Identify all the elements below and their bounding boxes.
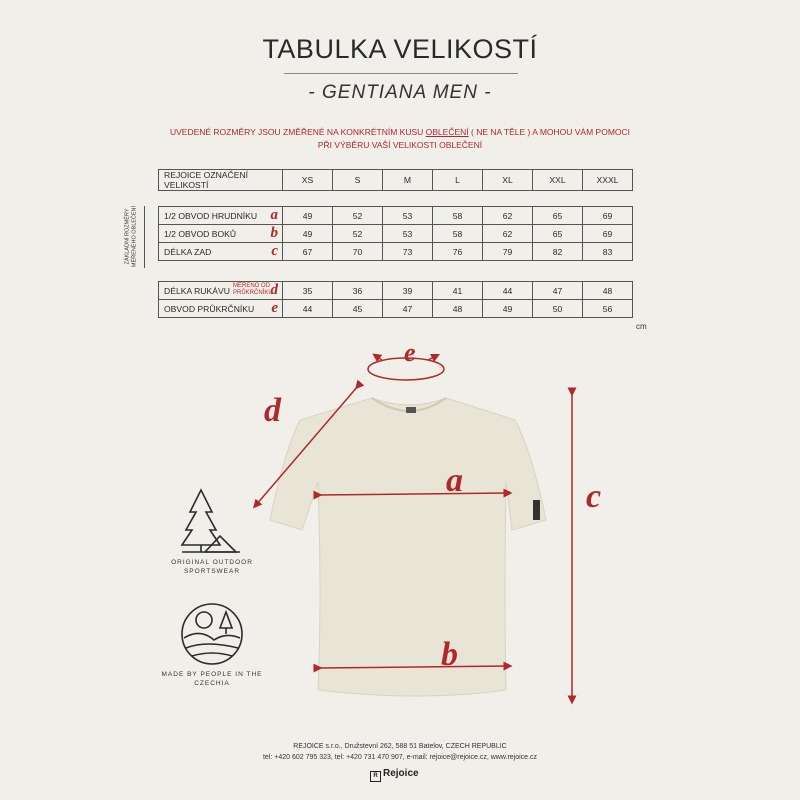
outdoor-badge-text: ORIGINAL OUTDOOR SPORTSWEAR <box>171 559 253 575</box>
cell: 44 <box>283 300 333 318</box>
page-title: TABULKA VELIKOSTÍ <box>262 34 538 64</box>
notice-line1-end: ( NE NA TĚLE ) A MOHOU VÁM POMOCI <box>468 127 631 137</box>
diagram-letter-d: d <box>264 392 281 429</box>
diagram-letter-b: b <box>441 636 458 673</box>
cell: 47 <box>383 300 433 318</box>
cell: 48 <box>433 300 483 318</box>
cell: 47 <box>533 282 583 300</box>
footer-contacts: tel: +420 602 795 323, tel: +420 731 470 907, e-mail: rejoice@rejoice.cz, www.rejoice.cz <box>262 754 538 761</box>
landscape-circle-icon <box>182 604 242 664</box>
letter-e: e <box>271 300 278 316</box>
cell: 49 <box>483 300 533 318</box>
czech-badge-text: MADE BY PEOPLE IN THE CZECHIA <box>161 671 263 687</box>
cell: 65 <box>533 225 583 243</box>
brand-mark-icon: R <box>370 771 381 782</box>
notice-line2: PŘI VÝBĚRU VAŠÍ VELIKOSTI OBLEČENÍ <box>317 140 483 150</box>
cell: 52 <box>333 225 383 243</box>
cell: 69 <box>583 225 633 243</box>
cell: 53 <box>383 225 433 243</box>
cell: 53 <box>383 207 433 225</box>
sleeve-tag <box>533 500 540 520</box>
letter-c: c <box>271 243 278 259</box>
cell: 58 <box>433 207 483 225</box>
row-label: DÉLKA RUKÁVU MĚŘENO OD PRŮKRČNÍKU d <box>159 282 283 300</box>
letter-d: d <box>270 282 278 298</box>
row-label: OBVOD PRŮKRČNÍKU e <box>159 300 283 318</box>
shirt-tag <box>406 407 416 413</box>
diagram-letter-c: c <box>586 478 602 515</box>
cell: 48 <box>583 282 633 300</box>
cell: 56 <box>583 300 633 318</box>
footer-address: REJOICE s.r.o., Družstevní 262, 588 51 Batelov, CZECH REPUBLIC <box>293 743 507 750</box>
page-subtitle: - GENTIANA MEN - <box>308 82 492 103</box>
size-label: XXXL <box>583 170 633 191</box>
cell: 45 <box>333 300 383 318</box>
notice-underlined: OBLEČENÍ <box>425 127 469 137</box>
header-label: REJOICE OZNAČENÍ VELIKOSTÍ <box>159 170 283 191</box>
cell: 41 <box>433 282 483 300</box>
cell: 49 <box>283 225 333 243</box>
cell: 44 <box>483 282 533 300</box>
cell: 50 <box>533 300 583 318</box>
cell: 83 <box>583 243 633 261</box>
cell: 35 <box>283 282 333 300</box>
diagram-letter-a: a <box>446 462 463 499</box>
brand-logo: R Rejoice <box>370 768 419 782</box>
notice-line1-start: UVEDENÉ ROZMĚRY JSOU ZMĚŘENÉ NA KONKRÉTNÍM KUSU <box>169 127 426 137</box>
cell: 62 <box>483 207 533 225</box>
size-label: XS <box>283 170 333 191</box>
cell: 69 <box>583 207 633 225</box>
cell: 73 <box>383 243 433 261</box>
cell: 58 <box>433 225 483 243</box>
cell: 62 <box>483 225 533 243</box>
tree-tent-icon <box>182 490 240 552</box>
cell: 67 <box>283 243 333 261</box>
diagram-letter-e: e <box>404 338 416 367</box>
size-label: XL <box>483 170 533 191</box>
row-label: 1/2 OBVOD BOKŮ b <box>159 225 283 243</box>
cell: 82 <box>533 243 583 261</box>
unit-label: cm <box>636 322 647 331</box>
size-label: L <box>433 170 483 191</box>
letter-a: a <box>270 207 278 223</box>
cell: 76 <box>433 243 483 261</box>
cell: 79 <box>483 243 533 261</box>
size-label: S <box>333 170 383 191</box>
cell: 70 <box>333 243 383 261</box>
cell: 39 <box>383 282 433 300</box>
footer <box>0 741 800 763</box>
tshirt-shape <box>270 398 546 696</box>
cell: 49 <box>283 207 333 225</box>
group-note: ZÁKLADNÍ ROZMĚRY MĚŘENÉHO OBLEČENÍ <box>124 205 137 268</box>
sleeve-note: MĚŘENO OD PRŮKRČNÍKU <box>233 283 273 296</box>
size-label: M <box>383 170 433 191</box>
cell: 36 <box>333 282 383 300</box>
letter-b: b <box>270 225 278 241</box>
row-label: DÉLKA ZAD c <box>159 243 283 261</box>
row-label: 1/2 OBVOD HRUDNÍKU a <box>159 207 283 225</box>
cell: 65 <box>533 207 583 225</box>
cell: 52 <box>333 207 383 225</box>
size-label: XXL <box>533 170 583 191</box>
